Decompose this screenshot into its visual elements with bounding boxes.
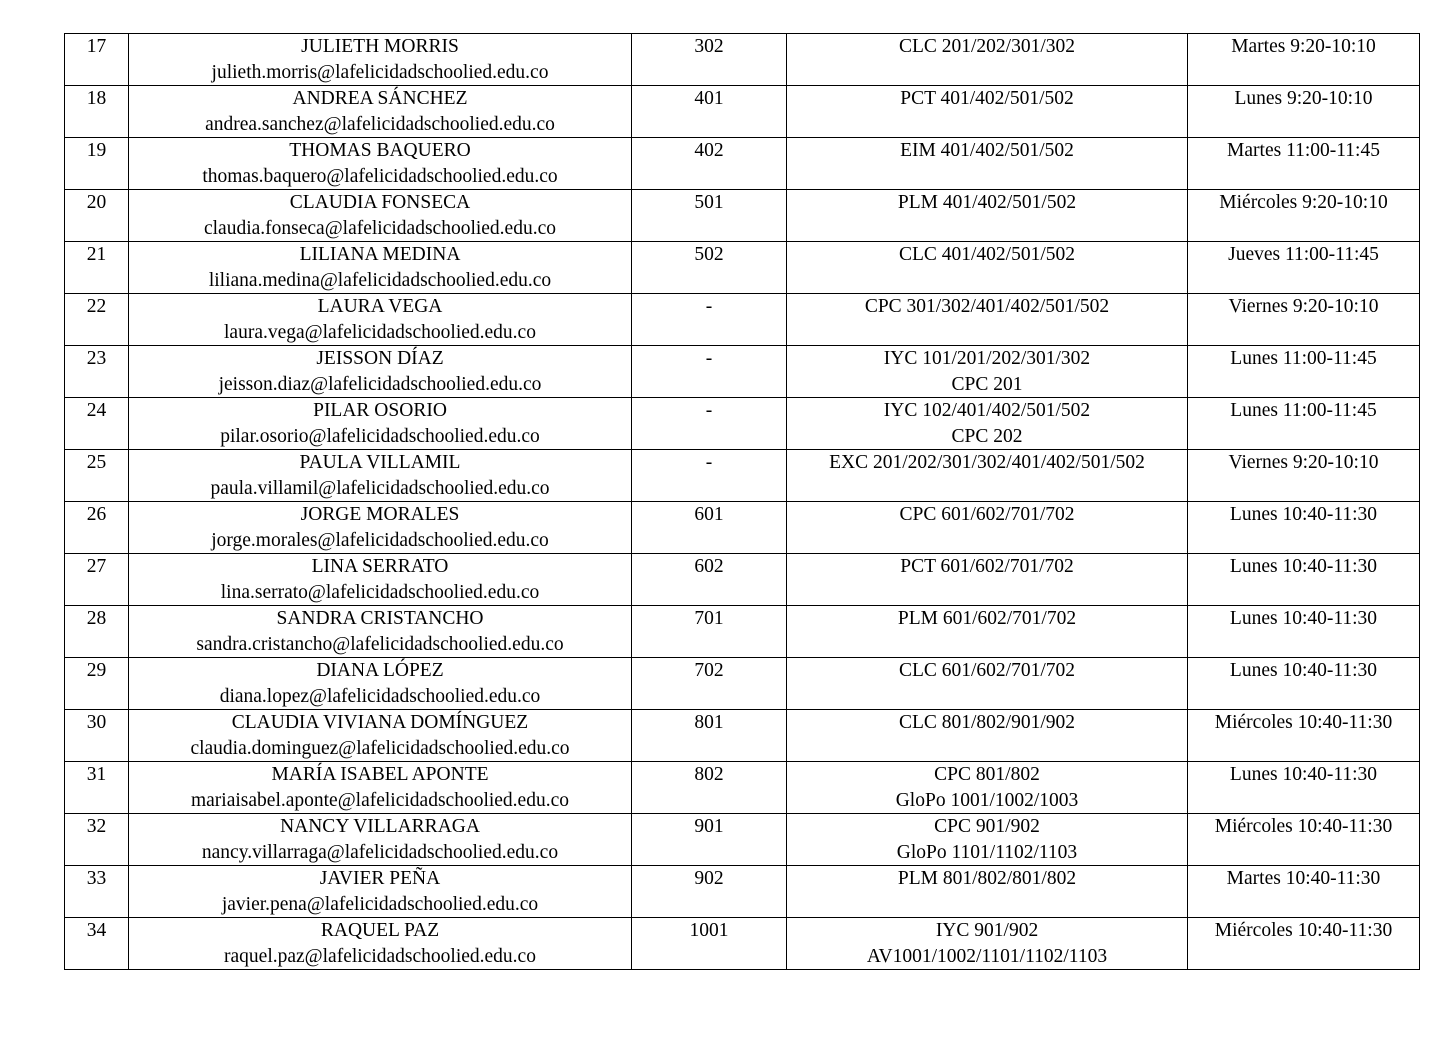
row-number: 18 <box>86 88 107 109</box>
table-row <box>65 710 1420 762</box>
course-cell <box>632 190 787 242</box>
subjects-cell <box>787 450 1188 502</box>
subjects-cell <box>787 34 1188 86</box>
subjects-cell <box>787 242 1188 294</box>
row-number-cell <box>65 918 129 970</box>
row-number-cell <box>65 190 129 242</box>
course-code: 401 <box>694 88 724 109</box>
course-cell <box>632 658 787 710</box>
subject-line: CLC 801/802/901/902 <box>898 712 1076 733</box>
table-row <box>65 242 1420 294</box>
teacher-cell <box>129 502 632 554</box>
subjects-cell <box>787 138 1188 190</box>
teacher-cell <box>129 866 632 918</box>
subjects-cell <box>787 86 1188 138</box>
teacher-email: nancy.villarraga@lafelicidadschoolied.edu.co <box>201 841 559 863</box>
row-number: 34 <box>86 920 107 941</box>
teacher-cell <box>129 450 632 502</box>
subject-line: CPC 301/302/401/402/501/502 <box>864 296 1110 317</box>
schedule-time: Lunes 10:40-11:30 <box>1229 608 1378 629</box>
subjects-cell <box>787 762 1188 814</box>
schedule-cell <box>1188 762 1420 814</box>
row-number: 20 <box>86 192 107 213</box>
schedule-cell <box>1188 450 1420 502</box>
schedule-cell <box>1188 398 1420 450</box>
course-code: - <box>705 348 713 369</box>
course-cell <box>632 346 787 398</box>
subject-line: IYC 101/201/202/301/302 <box>883 348 1091 369</box>
course-code: 602 <box>694 556 724 577</box>
row-number: 31 <box>86 764 107 785</box>
course-cell <box>632 34 787 86</box>
teacher-cell <box>129 606 632 658</box>
teacher-cell <box>129 710 632 762</box>
course-code: 801 <box>694 712 724 733</box>
teacher-email: diana.lopez@lafelicidadschoolied.edu.co <box>219 685 541 707</box>
schedule-cell <box>1188 34 1420 86</box>
subject-line: EXC 201/202/301/302/401/402/501/502 <box>829 452 1145 473</box>
teacher-email: thomas.baquero@lafelicidadschoolied.edu.co <box>202 165 558 187</box>
table-row <box>65 814 1420 866</box>
teacher-cell <box>129 762 632 814</box>
row-number-cell <box>65 86 129 138</box>
teacher-name: DIANA LÓPEZ <box>316 660 444 681</box>
row-number-cell <box>65 450 129 502</box>
subject-line: PLM 401/402/501/502 <box>897 192 1077 213</box>
row-number-cell <box>65 502 129 554</box>
row-number: 29 <box>86 660 107 681</box>
course-cell <box>632 294 787 346</box>
subjects-cell <box>787 606 1188 658</box>
course-code: 502 <box>694 244 724 265</box>
row-number: 22 <box>86 296 107 317</box>
subject-line: IYC 102/401/402/501/502 <box>883 400 1091 421</box>
teacher-email: sandra.cristancho@lafelicidadschoolied.edu.co <box>196 633 564 655</box>
row-number: 17 <box>86 36 107 57</box>
schedule-time: Jueves 11:00-11:45 <box>1228 244 1379 265</box>
teacher-name: LILIANA MEDINA <box>299 244 461 265</box>
schedule-cell <box>1188 242 1420 294</box>
row-number-cell <box>65 242 129 294</box>
teacher-name: NANCY VILLARRAGA <box>280 816 480 837</box>
schedule-time: Viernes 9:20-10:10 <box>1228 296 1379 317</box>
course-cell <box>632 606 787 658</box>
subject-line: CLC 601/602/701/702 <box>898 660 1076 681</box>
teacher-email: claudia.fonseca@lafelicidadschoolied.edu.co <box>203 217 556 239</box>
table-row <box>65 190 1420 242</box>
schedule-cell <box>1188 658 1420 710</box>
table-row <box>65 502 1420 554</box>
teacher-name: SANDRA CRISTANCHO <box>276 608 484 629</box>
teacher-cell <box>129 86 632 138</box>
subject-line: CPC 601/602/701/702 <box>899 504 1075 525</box>
course-code: 701 <box>694 608 724 629</box>
course-code: - <box>705 296 713 317</box>
teacher-cell <box>129 346 632 398</box>
subjects-cell <box>787 398 1188 450</box>
course-code: 1001 <box>689 920 729 941</box>
teacher-email: andrea.sanchez@lafelicidadschoolied.edu.co <box>205 113 555 135</box>
course-cell <box>632 502 787 554</box>
table-row <box>65 866 1420 918</box>
teacher-name: THOMAS BAQUERO <box>289 140 471 161</box>
teacher-cell <box>129 554 632 606</box>
schedule-cell <box>1188 814 1420 866</box>
teacher-table-body <box>65 34 1420 970</box>
teacher-cell <box>129 294 632 346</box>
course-cell <box>632 138 787 190</box>
schedule-time: Lunes 10:40-11:30 <box>1229 504 1378 525</box>
table-row <box>65 554 1420 606</box>
row-number-cell <box>65 294 129 346</box>
row-number-cell <box>65 866 129 918</box>
row-number: 26 <box>86 504 107 525</box>
row-number: 27 <box>86 556 107 577</box>
course-cell <box>632 710 787 762</box>
teacher-name: CLAUDIA FONSECA <box>289 192 471 213</box>
table-row <box>65 658 1420 710</box>
course-cell <box>632 86 787 138</box>
row-number-cell <box>65 34 129 86</box>
course-code: 501 <box>694 192 724 213</box>
course-cell <box>632 398 787 450</box>
schedule-time: Martes 11:00-11:45 <box>1227 140 1380 161</box>
table-row <box>65 606 1420 658</box>
schedule-cell <box>1188 606 1420 658</box>
course-cell <box>632 242 787 294</box>
row-number: 28 <box>86 608 107 629</box>
schedule-time: Lunes 10:40-11:30 <box>1229 556 1378 577</box>
schedule-time: Lunes 9:20-10:10 <box>1234 88 1373 109</box>
table-row <box>65 450 1420 502</box>
subject-line: IYC 901/902 <box>935 920 1039 941</box>
course-code: - <box>705 400 713 421</box>
subject-line: AV1001/1002/1101/1102/1103 <box>866 945 1108 967</box>
schedule-cell <box>1188 138 1420 190</box>
subject-line: PCT 601/602/701/702 <box>900 556 1074 577</box>
teacher-email: claudia.dominguez@lafelicidadschoolied.edu.co <box>190 737 570 759</box>
course-code: 802 <box>694 764 724 785</box>
subjects-cell <box>787 554 1188 606</box>
teacher-email: lina.serrato@lafelicidadschoolied.edu.co <box>220 581 540 603</box>
subject-line: CPC 201 <box>951 373 1023 395</box>
row-number-cell <box>65 710 129 762</box>
subject-line: CLC 201/202/301/302 <box>898 36 1076 57</box>
course-cell <box>632 866 787 918</box>
schedule-time: Lunes 11:00-11:45 <box>1230 400 1377 421</box>
teacher-cell <box>129 658 632 710</box>
teacher-cell <box>129 190 632 242</box>
subject-line: GloPo 1001/1002/1003 <box>895 789 1079 811</box>
course-code: 302 <box>694 36 724 57</box>
row-number-cell <box>65 658 129 710</box>
schedule-time: Miércoles 9:20-10:10 <box>1219 192 1388 213</box>
course-code: 601 <box>694 504 724 525</box>
schedule-time: Lunes 11:00-11:45 <box>1230 348 1377 369</box>
teacher-email: jorge.morales@lafelicidadschoolied.edu.co <box>211 529 549 551</box>
row-number-cell <box>65 346 129 398</box>
course-cell <box>632 918 787 970</box>
teacher-email: javier.pena@lafelicidadschoolied.edu.co <box>221 893 539 915</box>
row-number: 25 <box>86 452 107 473</box>
course-cell <box>632 450 787 502</box>
teacher-name: JEISSON DÍAZ <box>316 348 444 369</box>
subjects-cell <box>787 814 1188 866</box>
row-number-cell <box>65 398 129 450</box>
subjects-cell <box>787 918 1188 970</box>
subjects-cell <box>787 502 1188 554</box>
course-code: - <box>705 452 713 473</box>
table-row <box>65 294 1420 346</box>
schedule-time: Miércoles 10:40-11:30 <box>1214 816 1393 837</box>
course-cell <box>632 554 787 606</box>
row-number-cell <box>65 814 129 866</box>
schedule-time: Miércoles 10:40-11:30 <box>1214 920 1393 941</box>
teacher-table <box>64 33 1420 970</box>
schedule-time: Martes 9:20-10:10 <box>1231 36 1376 57</box>
teacher-email: pilar.osorio@lafelicidadschoolied.edu.co <box>220 425 540 447</box>
schedule-cell <box>1188 554 1420 606</box>
row-number: 24 <box>86 400 107 421</box>
schedule-cell <box>1188 190 1420 242</box>
teacher-name: JAVIER PEÑA <box>319 868 441 889</box>
teacher-cell <box>129 138 632 190</box>
teacher-name: JULIETH MORRIS <box>301 36 459 57</box>
schedule-time: Martes 10:40-11:30 <box>1226 868 1381 889</box>
subjects-cell <box>787 710 1188 762</box>
schedule-time: Lunes 10:40-11:30 <box>1229 764 1378 785</box>
subject-line: PLM 801/802/801/802 <box>897 868 1077 889</box>
teacher-name: LINA SERRATO <box>311 556 449 577</box>
teacher-name: RAQUEL PAZ <box>320 920 440 941</box>
subject-line: CPC 901/902 <box>934 816 1040 837</box>
subject-line: CLC 401/402/501/502 <box>898 244 1076 265</box>
row-number-cell <box>65 606 129 658</box>
subjects-cell <box>787 294 1188 346</box>
row-number-cell <box>65 138 129 190</box>
teacher-cell <box>129 242 632 294</box>
schedule-cell <box>1188 86 1420 138</box>
table-row <box>65 34 1420 86</box>
table-row <box>65 398 1420 450</box>
schedule-time: Miércoles 10:40-11:30 <box>1214 712 1393 733</box>
teacher-name: MARÍA ISABEL APONTE <box>271 764 489 785</box>
schedule-time: Viernes 9:20-10:10 <box>1228 452 1379 473</box>
teacher-email: julieth.morris@lafelicidadschoolied.edu.co <box>211 61 549 83</box>
teacher-email: liliana.medina@lafelicidadschoolied.edu.co <box>208 269 552 291</box>
course-cell <box>632 762 787 814</box>
schedule-cell <box>1188 710 1420 762</box>
table-row <box>65 918 1420 970</box>
teacher-name: PILAR OSORIO <box>313 400 447 421</box>
teacher-name: PAULA VILLAMIL <box>299 452 461 473</box>
teacher-email: jeisson.diaz@lafelicidadschoolied.edu.co <box>218 373 542 395</box>
teacher-name: CLAUDIA VIVIANA DOMÍNGUEZ <box>231 712 529 733</box>
course-code: 402 <box>694 140 724 161</box>
course-cell <box>632 814 787 866</box>
row-number: 32 <box>86 816 107 837</box>
row-number: 33 <box>86 868 107 889</box>
teacher-name: JORGE MORALES <box>300 504 460 525</box>
row-number: 21 <box>86 244 107 265</box>
subject-line: CPC 801/802 <box>934 764 1040 785</box>
subjects-cell <box>787 346 1188 398</box>
subject-line: GloPo 1101/1102/1103 <box>896 841 1078 863</box>
subjects-cell <box>787 190 1188 242</box>
course-code: 702 <box>694 660 724 681</box>
course-code: 902 <box>694 868 724 889</box>
table-row <box>65 346 1420 398</box>
subject-line: PLM 601/602/701/702 <box>897 608 1077 629</box>
schedule-cell <box>1188 294 1420 346</box>
schedule-cell <box>1188 918 1420 970</box>
teacher-email: raquel.paz@lafelicidadschoolied.edu.co <box>224 945 536 967</box>
teacher-cell <box>129 814 632 866</box>
teacher-name: LAURA VEGA <box>317 296 443 317</box>
teacher-cell <box>129 398 632 450</box>
teacher-email: paula.villamil@lafelicidadschoolied.edu.co <box>210 477 550 499</box>
row-number: 23 <box>86 348 107 369</box>
course-code: 901 <box>694 816 724 837</box>
row-number-cell <box>65 762 129 814</box>
teacher-cell <box>129 34 632 86</box>
table-row <box>65 86 1420 138</box>
subjects-cell <box>787 658 1188 710</box>
schedule-time: Lunes 10:40-11:30 <box>1229 660 1378 681</box>
subject-line: CPC 202 <box>951 425 1023 447</box>
teacher-name: ANDREA SÁNCHEZ <box>292 88 468 109</box>
teacher-email: laura.vega@lafelicidadschoolied.edu.co <box>224 321 536 343</box>
row-number: 19 <box>86 140 107 161</box>
teacher-cell <box>129 918 632 970</box>
subject-line: EIM 401/402/501/502 <box>900 140 1074 161</box>
schedule-cell <box>1188 502 1420 554</box>
schedule-cell <box>1188 346 1420 398</box>
table-row <box>65 138 1420 190</box>
subjects-cell <box>787 866 1188 918</box>
row-number: 30 <box>86 712 107 733</box>
subject-line: PCT 401/402/501/502 <box>900 88 1074 109</box>
schedule-cell <box>1188 866 1420 918</box>
row-number-cell <box>65 554 129 606</box>
table-row <box>65 762 1420 814</box>
teacher-email: mariaisabel.aponte@lafelicidadschoolied.edu.co <box>190 789 569 811</box>
